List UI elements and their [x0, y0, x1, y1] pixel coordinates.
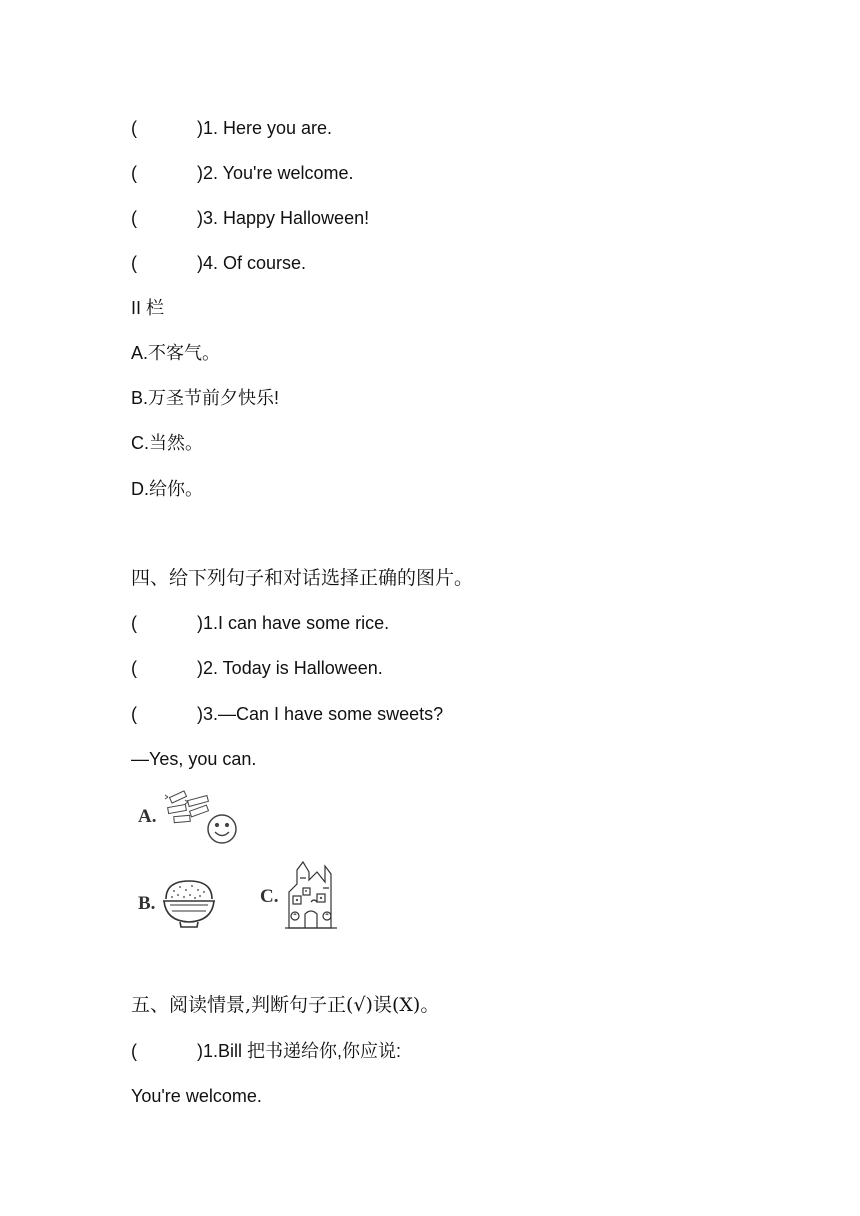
- item-text: )3. Happy Halloween!: [197, 208, 370, 228]
- picture-c-label: C.: [260, 886, 279, 907]
- option-c: C.当然。: [131, 433, 203, 453]
- item-text: )2. Today is Halloween.: [197, 658, 383, 678]
- answer-blank[interactable]: (: [131, 1041, 137, 1061]
- answer-blank[interactable]: (: [131, 118, 137, 138]
- column-label: II 栏: [131, 298, 165, 318]
- answer-blank[interactable]: (: [131, 658, 137, 678]
- option-a: A.不客气。: [131, 343, 221, 363]
- part5-answer: You're welcome.: [131, 1086, 262, 1106]
- halloween-house-icon: [283, 858, 339, 934]
- part3-item-3: [131, 206, 369, 230]
- option-b: B.万圣节前夕快乐!: [131, 388, 280, 408]
- part4-item-1: [131, 611, 389, 635]
- part3-item-2: [131, 161, 354, 185]
- part3-item-4: [131, 251, 306, 275]
- picture-b-label: B.: [138, 893, 156, 914]
- option-d: D.给你。: [131, 479, 203, 499]
- item-text: )3.—Can I have some sweets?: [197, 704, 444, 724]
- answer-blank[interactable]: (: [131, 253, 137, 273]
- sweets-and-smiley-icon: [162, 786, 244, 848]
- item-text: )1.I can have some rice.: [197, 613, 390, 633]
- part5-item-1: [131, 1039, 401, 1063]
- item-text: )2. You're welcome.: [197, 163, 354, 183]
- item-text: )4. Of course.: [197, 253, 307, 273]
- part4-item-3: [131, 702, 443, 726]
- answer-blank[interactable]: (: [131, 208, 137, 228]
- item-text: )1. Here you are.: [197, 118, 333, 138]
- rice-bowl-icon: [160, 875, 218, 931]
- answer-blank[interactable]: (: [131, 163, 137, 183]
- dialogue-reply: —Yes, you can.: [131, 749, 257, 769]
- item-text: )1.Bill 把书递给你,你应说:: [197, 1041, 402, 1061]
- answer-blank[interactable]: (: [131, 704, 137, 724]
- part4-item-2: [131, 656, 383, 680]
- picture-a-label: A.: [138, 806, 157, 827]
- part3-item-1: [131, 116, 332, 140]
- section-heading-five: 五、阅读情景,判断句子正(√)误(X)。: [131, 994, 440, 1016]
- section-heading-four: 四、给下列句子和对话选择正确的图片。: [131, 567, 474, 589]
- answer-blank[interactable]: (: [131, 613, 137, 633]
